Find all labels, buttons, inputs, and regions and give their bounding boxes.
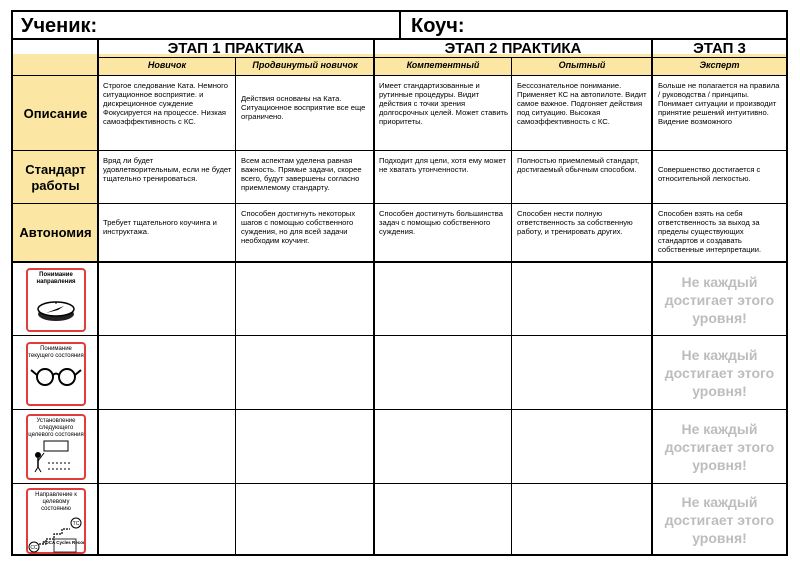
cell-description-proficient: Бессознательное понимание. Применяет КС на автопилоте. Видит самое важное. Подгоняет действия под ситуацию. Высокая самоэффективность с КС. bbox=[517, 81, 647, 126]
tc-label: TC bbox=[72, 521, 80, 527]
level-advanced-beginner: Продвинутый новичок bbox=[252, 60, 358, 70]
line-h-icon1 bbox=[13, 335, 786, 336]
row-label-description: Описание bbox=[23, 105, 88, 121]
icon-card-current-condition bbox=[26, 342, 86, 406]
stage-1-title: ЭТАП 1 ПРАКТИКА bbox=[167, 40, 305, 56]
icon-caption-toward-target: Направление к целевому состоянию bbox=[35, 492, 77, 512]
glasses-icon bbox=[28, 360, 84, 390]
level-novice: Новичок bbox=[147, 60, 187, 70]
cell-description-competent: Имеет стандартизованные и рутинные процедуры. Видит действия с точки зрения долгосрочных целей. Может ставить приоритеты. bbox=[379, 81, 508, 126]
row-label-autonomy: Автономия bbox=[19, 224, 92, 240]
line-h-row2 bbox=[13, 203, 786, 204]
compass-icon bbox=[28, 286, 84, 326]
cell-standard-competent: Подходит для цели, хотя ему может не хватать утонченности. bbox=[379, 156, 506, 174]
not-everyone-note-4: Не каждый достигает этого уровня! bbox=[664, 494, 775, 546]
level-competent: Компетентный bbox=[406, 60, 480, 70]
line-v-3 bbox=[511, 57, 512, 556]
cell-standard-advanced: Всем аспектам уделена равная важность. Прямые задачи, скорее всего, будут завершены согласно приемлемому стандарту. bbox=[241, 156, 362, 192]
cell-autonomy-novice: Требует тщательного коучинга и инструктажа. bbox=[103, 218, 217, 236]
cell-autonomy-competent: Способен достигнуть большинства задач с помощью собственного суждения. bbox=[379, 209, 503, 236]
line-h-levels bbox=[13, 75, 786, 76]
icon-card-direction bbox=[26, 268, 86, 332]
line-v-header bbox=[399, 12, 401, 39]
row-label-work-standard: Стандарт работы bbox=[25, 161, 86, 193]
cell-autonomy-expert: Способен взять на себя ответственность за выход за пределы существующих стандартов и создавать собственные интерпретации. bbox=[658, 209, 762, 254]
student-label: Ученик: bbox=[21, 15, 98, 37]
cc-label: CC bbox=[30, 545, 38, 551]
line-v-2 bbox=[373, 39, 375, 556]
pdca-stairs-icon bbox=[28, 513, 84, 553]
not-everyone-note-1: Не каждый достигает этого уровня! bbox=[664, 274, 775, 326]
line-v-1 bbox=[235, 57, 236, 556]
cell-description-novice: Строгое следование Ката. Немного ситуационное восприятие. и дискреционное суждение Фокусируется на процессе. Низкая самоэффективность с КС. bbox=[103, 81, 228, 126]
cell-standard-novice: Вряд ли будет удовлетворительным, если не будет тщательно тренироваться. bbox=[103, 156, 232, 183]
cell-standard-expert: Совершенство достигается с относительной легкостью. bbox=[658, 165, 761, 183]
line-h-icon2 bbox=[13, 409, 786, 410]
level-proficient: Опытный bbox=[558, 60, 606, 70]
icon-card-next-target bbox=[26, 414, 86, 480]
icon-caption-current-condition: Понимание текущего состояния bbox=[28, 346, 84, 359]
stage-2-title: ЭТАП 2 ПРАКТИКА bbox=[444, 40, 582, 56]
cell-autonomy-proficient: Способен нести полную ответственность за собственную работу, и тренировать других. bbox=[517, 209, 633, 236]
cell-description-advanced: Действия основаны на Ката. Ситуационное восприятие все еще ограничено. bbox=[241, 94, 366, 121]
icon-card-toward-target bbox=[26, 488, 86, 554]
stage-3-title: ЭТАП 3 bbox=[693, 40, 746, 56]
not-everyone-note-2: Не каждый достигает этого уровня! bbox=[664, 347, 775, 399]
icon-caption-direction: Понимание направления bbox=[36, 272, 76, 285]
icon-caption-next-target: Установление следующего целевого состояния bbox=[28, 418, 84, 438]
line-h-row1 bbox=[13, 150, 786, 151]
not-everyone-note-3: Не каждый достигает этого уровня! bbox=[664, 421, 775, 473]
line-v-labels bbox=[97, 39, 99, 556]
pdca-label: PDCA Cycles Record bbox=[42, 540, 84, 545]
level-expert: Эксперт bbox=[699, 60, 740, 70]
cell-autonomy-advanced: Способен достигнуть некоторых шагов с помощью собственного суждения, но для всей задачи необходим коучинг. bbox=[241, 209, 356, 245]
cell-description-expert: Больше не полагается на правила / руководства / принципы. Понимает ситуации и производит принятие решений интуитивно. Видение возможного bbox=[658, 81, 780, 126]
line-v-4 bbox=[651, 39, 653, 556]
line-h-stage bbox=[98, 57, 786, 58]
cell-standard-proficient: Полностью приемлемый стандарт, достигаемый обычным способом. bbox=[517, 156, 640, 174]
coach-label: Коуч: bbox=[411, 15, 465, 37]
kata-practice-sheet bbox=[11, 10, 788, 556]
line-h-row3 bbox=[13, 261, 786, 263]
line-h-icon3 bbox=[13, 483, 786, 484]
target-condition-icon bbox=[28, 439, 84, 473]
